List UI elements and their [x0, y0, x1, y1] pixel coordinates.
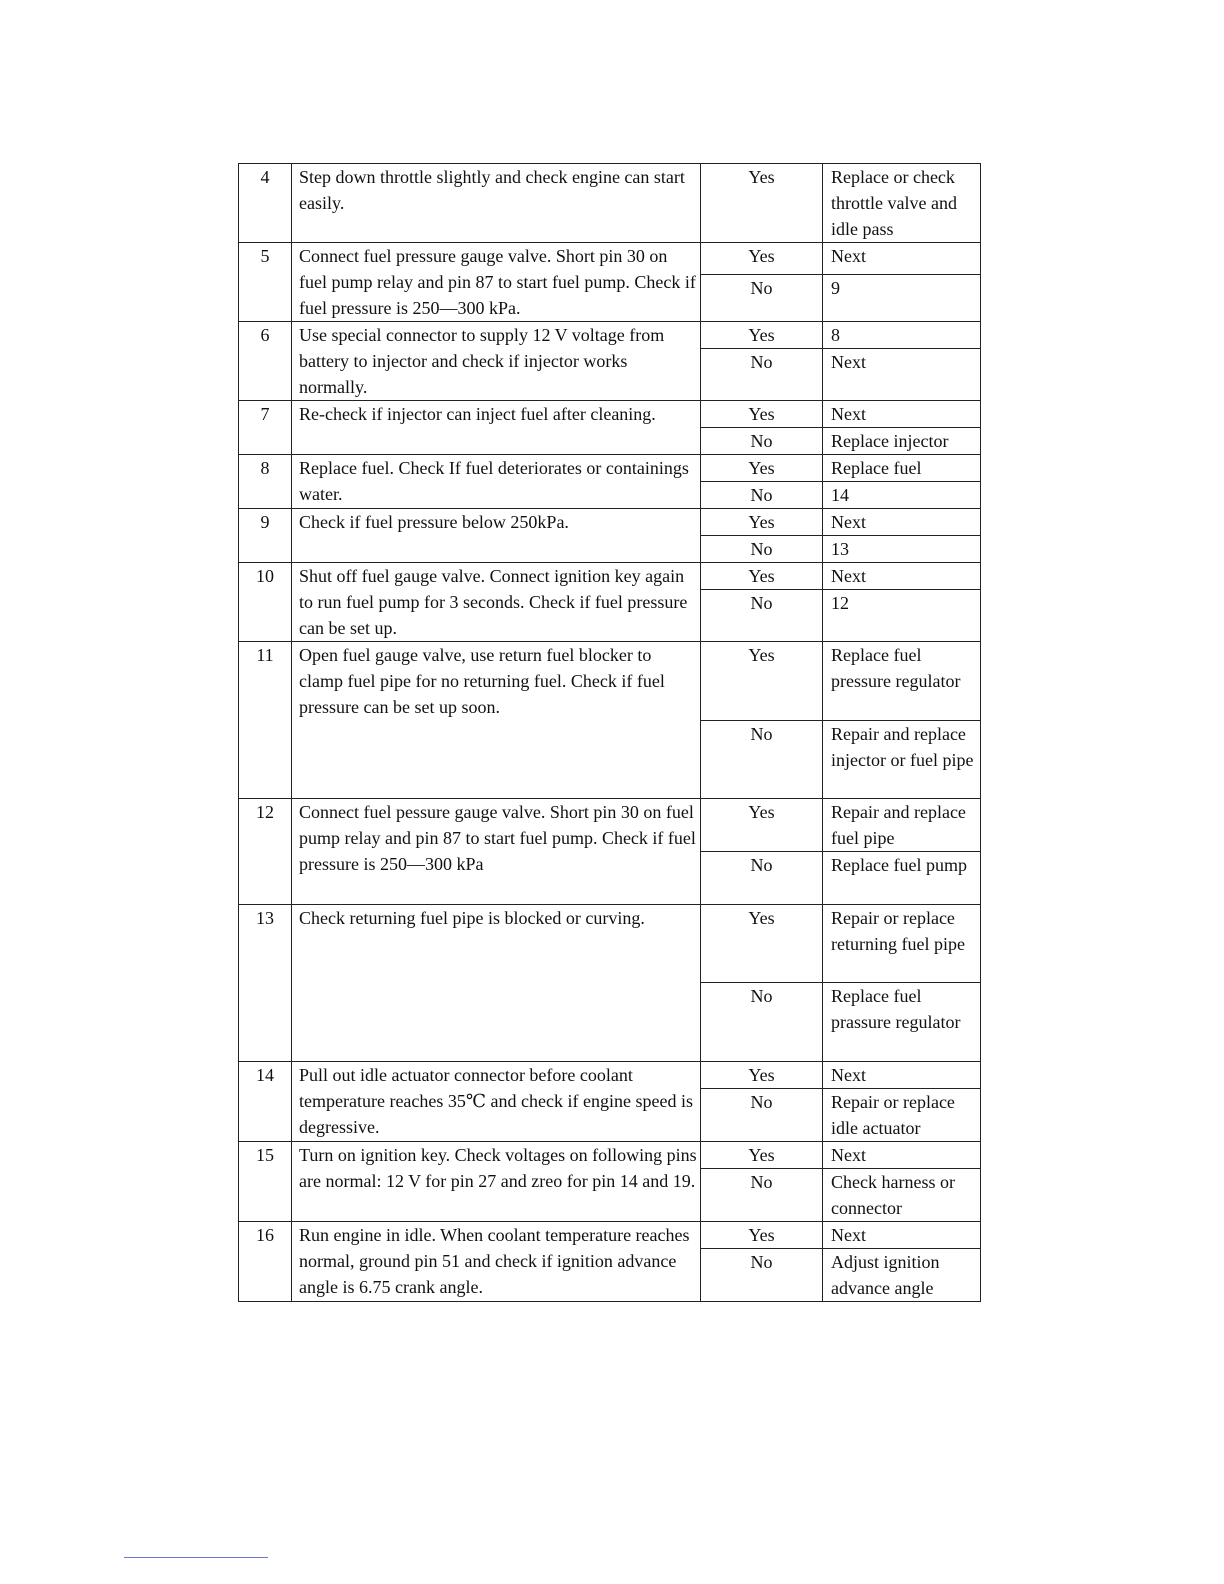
- step-action: Next: [823, 563, 981, 590]
- step-action: Next: [823, 1062, 981, 1089]
- step-check: Run engine in idle. When coolant temperature reaches normal, ground pin 51 and check if ignition advance angle is 6.75 crank angle.: [292, 1222, 701, 1302]
- table-row: [239, 905, 981, 983]
- step-answer: Yes: [701, 455, 823, 482]
- step-answer: No: [701, 721, 823, 799]
- step-answer: Yes: [701, 322, 823, 349]
- step-answer: No: [701, 852, 823, 905]
- step-check: Replace fuel. Check If fuel deteriorates or containings water.: [292, 455, 701, 509]
- step-action: 12: [823, 590, 981, 642]
- step-answer: Yes: [701, 1222, 823, 1249]
- step-answer: No: [701, 274, 823, 321]
- step-answer: Yes: [701, 509, 823, 536]
- table-row: [239, 243, 981, 275]
- table-row: [239, 322, 981, 349]
- step-action: Next: [823, 349, 981, 401]
- step-action: Next: [823, 243, 981, 275]
- table-row: [239, 799, 981, 852]
- step-number: 11: [239, 642, 292, 799]
- step-number: 10: [239, 563, 292, 642]
- step-action: Repair and replace injector or fuel pipe: [823, 721, 981, 799]
- table-row: [239, 642, 981, 721]
- step-action: Check harness or connector: [823, 1169, 981, 1222]
- step-number: 15: [239, 1142, 292, 1222]
- step-check: Check returning fuel pipe is blocked or curving.: [292, 905, 701, 1062]
- step-answer: No: [701, 536, 823, 563]
- step-number: 9: [239, 509, 292, 563]
- step-action: Replace fuel prassure regulator: [823, 983, 981, 1062]
- step-check: Shut off fuel gauge valve. Connect ignition key again to run fuel pump for 3 seconds. Check if fuel pressure can be set up.: [292, 563, 701, 642]
- step-check: Turn on ignition key. Check voltages on following pins are normal: 12 V for pin 27 and zreo for pin 14 and 19.: [292, 1142, 701, 1222]
- step-number: 12: [239, 799, 292, 905]
- step-action: 13: [823, 536, 981, 563]
- table-row: [239, 1142, 981, 1169]
- step-answer: Yes: [701, 401, 823, 428]
- step-check: Re-check if injector can inject fuel after cleaning.: [292, 401, 701, 455]
- step-check: Connect fuel pressure gauge valve. Short pin 30 on fuel pump relay and pin 87 to start fuel pump. Check if fuel pressure is 250—300 kPa.: [292, 243, 701, 322]
- step-action: 14: [823, 482, 981, 509]
- step-number: 14: [239, 1062, 292, 1142]
- step-number: 5: [239, 243, 292, 322]
- step-answer: Yes: [701, 1062, 823, 1089]
- step-number: 13: [239, 905, 292, 1062]
- step-answer: No: [701, 983, 823, 1062]
- step-answer: Yes: [701, 563, 823, 590]
- step-action: Adjust ignition advance angle: [823, 1249, 981, 1302]
- step-action: Replace injector: [823, 428, 981, 455]
- step-answer: Yes: [701, 799, 823, 852]
- step-answer: No: [701, 1249, 823, 1302]
- step-check: Step down throttle slightly and check engine can start easily.: [292, 164, 701, 243]
- table-row: [239, 1222, 981, 1249]
- step-action: Replace fuel pressure regulator: [823, 642, 981, 721]
- table-row: [239, 509, 981, 536]
- step-answer: No: [701, 590, 823, 642]
- step-answer: No: [701, 428, 823, 455]
- step-check: Pull out idle actuator connector before coolant temperature reaches 35℃ and check if engine speed is degressive.: [292, 1062, 701, 1142]
- step-answer: Yes: [701, 1142, 823, 1169]
- step-check: Use special connector to supply 12 V voltage from battery to injector and check if injector works normally.: [292, 322, 701, 401]
- step-action: Next: [823, 1142, 981, 1169]
- step-number: 8: [239, 455, 292, 509]
- step-number: 4: [239, 164, 292, 243]
- step-answer: Yes: [701, 642, 823, 721]
- step-check: Check if fuel pressure below 250kPa.: [292, 509, 701, 563]
- step-answer: No: [701, 482, 823, 509]
- footnote-separator: [124, 1557, 268, 1558]
- step-answer: Yes: [701, 164, 823, 243]
- step-action: 9: [823, 274, 981, 321]
- step-action: 8: [823, 322, 981, 349]
- step-number: 7: [239, 401, 292, 455]
- step-action: Replace or check throttle valve and idle pass: [823, 164, 981, 243]
- table-row: [239, 1062, 981, 1089]
- step-action: Next: [823, 509, 981, 536]
- step-number: 6: [239, 322, 292, 401]
- step-action: Next: [823, 1222, 981, 1249]
- step-answer: No: [701, 1169, 823, 1222]
- step-action: Replace fuel pump: [823, 852, 981, 905]
- table-row: [239, 455, 981, 482]
- step-action: Replace fuel: [823, 455, 981, 482]
- step-answer: Yes: [701, 905, 823, 983]
- diagnosis-table: [238, 163, 981, 1302]
- step-answer: Yes: [701, 243, 823, 275]
- table-row: [239, 164, 981, 243]
- step-answer: No: [701, 349, 823, 401]
- step-action: Repair or replace idle actuator: [823, 1089, 981, 1142]
- step-answer: No: [701, 1089, 823, 1142]
- table-row: [239, 563, 981, 590]
- step-action: Repair and replace fuel pipe: [823, 799, 981, 852]
- step-action: Repair or replace returning fuel pipe: [823, 905, 981, 983]
- step-action: Next: [823, 401, 981, 428]
- step-check: Open fuel gauge valve, use return fuel blocker to clamp fuel pipe for no returning fuel. Check if fuel pressure can be set up soon.: [292, 642, 701, 799]
- step-check: Connect fuel pessure gauge valve. Short pin 30 on fuel pump relay and pin 87 to start fuel pump. Check if fuel pressure is 250—300 kPa: [292, 799, 701, 905]
- step-number: 16: [239, 1222, 292, 1302]
- table-row: [239, 401, 981, 428]
